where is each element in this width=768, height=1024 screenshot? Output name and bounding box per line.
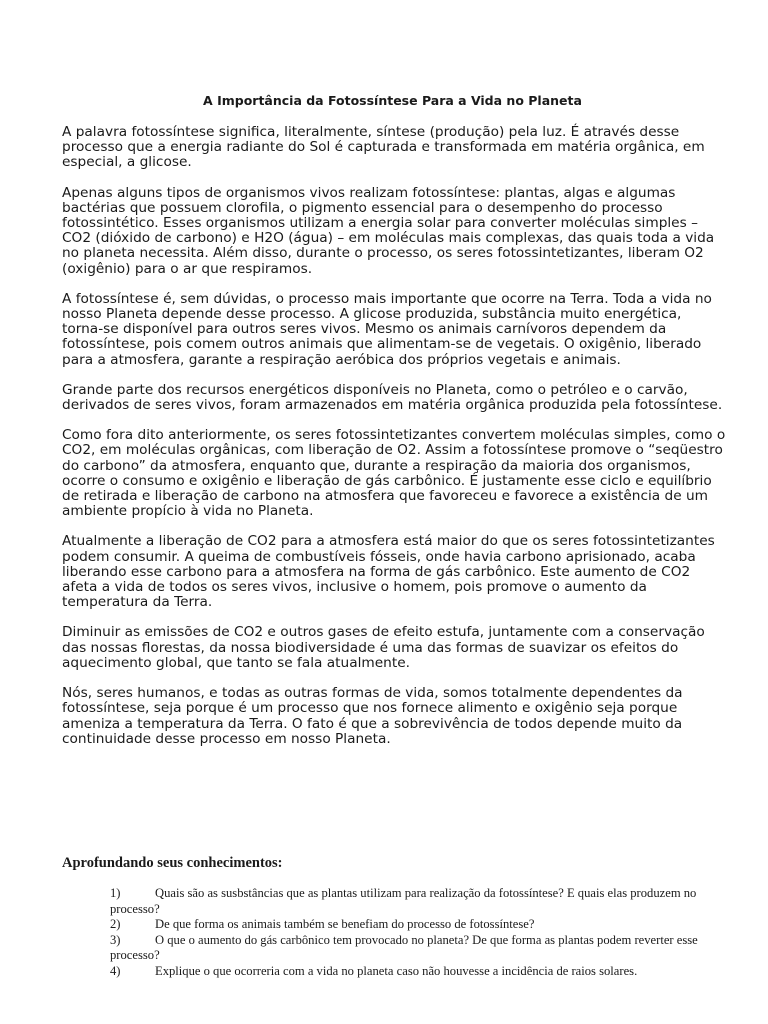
question-text: Quais são as susbstâncias que as plantas utilizam para realização da fotossíntese? E quais elas produzem no processo? (110, 886, 697, 916)
paragraph-4: Grande parte dos recursos energéticos disponíveis no Planeta, como o petróleo e o carvão, derivados de seres vivos, foram armazenados em matéria orgânica produzida pela fotossíntese. (62, 381, 723, 414)
question-item (110, 917, 720, 933)
question-number: 2) (110, 917, 121, 931)
paragraph-1: A palavra fotossíntese significa, literalmente, síntese (produção) pela luz. É através desse processo que a energia radiante do Sol é capturada e transformada em matéria orgânica, em especial, a glicose. (62, 124, 705, 171)
question-number: 3) (110, 932, 121, 947)
document-body (62, 125, 726, 762)
paragraph-3: A fotossíntese é, sem dúvidas, o processo mais importante que ocorre na Terra. Toda a vida no nosso Planeta depende desse processo. A glicose produzida, substância muito energética, torna-se disponível para outros seres vivos. Mesmo os animais carnívoros dependem da fotossíntese, pois comem outros animais que alimentam-se de vegetais. O oxigênio, liberado para a atmosfera, garante a respiração aeróbica dos próprios vegetais e animais. (62, 290, 712, 368)
question-item (110, 886, 720, 917)
question-item (110, 964, 720, 980)
question-text: Explique o que ocorreria com a vida no planeta caso não houvesse a incidência de raios solares. (155, 963, 638, 978)
question-number: 1) (110, 886, 121, 900)
question-item (110, 933, 720, 964)
question-text: O que o aumento do gás carbônico tem provocado no planeta? De que forma as plantas podem reverter esse processo? (110, 932, 698, 962)
question-number: 4) (110, 963, 121, 978)
paragraph-6: Atualmente a liberação de CO2 para a atmosfera está maior do que os seres fotossintetizantes podem consumir. A queima de combustíveis fósseis, onde havia carbono aprisionado, acaba liberando esse carbono para a atmosfera na forma de gás carbônico. Este aumento de CO2 afeta a vida de todos os seres vivos, inclusive o homem, pois promove o aumento da temperatura da Terra. (62, 533, 715, 611)
section-heading: Aprofundando seus conhecimentos: (62, 855, 283, 871)
question-text: De que forma os animais também se benefiam do processo de fotossíntese? (155, 917, 535, 931)
paragraph-2: Apenas alguns tipos de organismos vivos realizam fotossíntese: plantas, algas e algumas bactérias que possuem clorofila, o pigmento essencial para o desempenho do processo fotossintético. Esses organismos utilizam a energia solar para converter moléculas simples – CO2 (dióxido de carbono) e H2O (água) – em moléculas mais complexas, das quais toda a vida no planeta necessita. Além disso, durante o processo, os seres fotossintetizantes, liberam O2 (oxigênio) para o ar que respiramos. (62, 184, 715, 277)
question-list (110, 886, 720, 979)
paragraph-5: Como fora dito anteriormente, os seres fotossintetizantes convertem moléculas simples, como o CO2, em moléculas orgânicas, com liberação de O2. Assim a fotossíntese promove o “seqüestro do carbono” da atmosfera, enquanto que, durante a respiração da maioria dos organismos, ocorre o consumo e oxigênio e liberação de gás carbônico. É justamente esse ciclo e equilíbrio de retirada e liberação de carbono na atmosfera que favoreceu e favorece a existência de um ambiente propício à vida no Planeta. (62, 427, 726, 520)
paragraph-8: Nós, seres humanos, e todas as outras formas de vida, somos totalmente dependentes da fotossíntese, seja porque é um processo que nos fornece alimento e oxigênio seja porque ameniza a temperatura da Terra. O fato é que a sobrevivência de todos depende muito da continuidade desse processo em nosso Planeta. (62, 685, 683, 747)
document-title: A Importância da Fotossíntese Para a Vida no Planeta (203, 93, 582, 108)
paragraph-7: Diminuir as emissões de CO2 e outros gases de efeito estufa, juntamente com a conservação das nossas florestas, da nossa biodiversidade é uma das formas de suavizar os efeitos do aquecimento global, que tanto se fala atualmente. (62, 624, 705, 671)
